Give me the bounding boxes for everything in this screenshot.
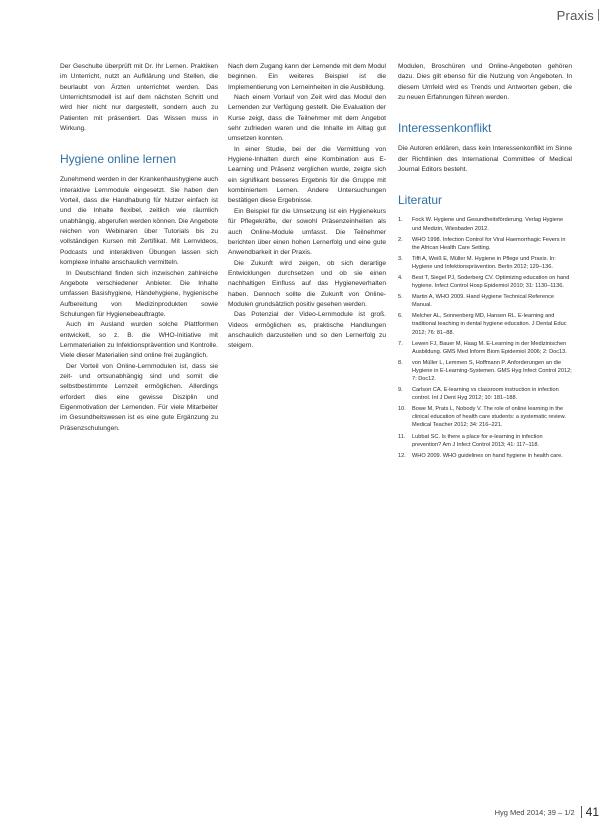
col1-paragraph: Der Vorteil von Online-Lernmodulen ist, dass sie zeit- und ortsunabhängig sind und somit die selbstbestimmte Lernzeit ermöglichen. Allerdings erfordert dies eine gewisse Disziplin und Eigenmotivation der Lernenden. Für viele Mitarbeiter im Gesundheitswesen ist es eine gute Ergänzung zu Präsenzschulungen. [60, 362, 218, 432]
header-divider [598, 9, 599, 21]
col2-paragraph: Die Zukunft wird zeigen, ob sich derartige Entwicklungen durchsetzen und ob sie einen nachhaltigen Einfluss auf das Hygieneverhalten haben. Dennoch sollte die Zukunft von Online-Modulen grundsätzlich positiv gesehen werden. [228, 259, 386, 308]
reference-item: 6. Melcher AL, Sonnenberg MD, Hansen RL. E-learning and traditional teaching in dental hygiene education. J Dental Educ 2012; 76: 81–88. [398, 313, 567, 336]
col2-paragraph: Nach dem Zugang kann der Lernende mit dem Modul beginnen. Ein weiteres Beispiel ist die Implementierung von Lerneinheiten in die Ausbildung. [228, 63, 386, 91]
reference-list [398, 216, 572, 459]
column-3 [398, 62, 572, 791]
reference-item: 11. Lubbat SC. Is there a place for e-learning in infection prevention? Am J Infect Control 2013; 41: 117–118. [398, 433, 543, 448]
col1-paragraph: In Deutschland finden sich inzwischen zahlreiche Angebote verschiedener Anbieter. Die Inhalte umfassen Basishygiene, Händehygiene, hygienische Aufbereitung von Medizinprodukten sowie Schulungen für Hygienebeauftragte. [60, 269, 218, 318]
reference-item: 9. Carlson CA. E-learning vs classroom instruction in infection control. Int J Dent Hyg 2012; 10: 181–188. [398, 387, 559, 402]
reference-item: 1. Fock W. Hygiene und Gesundheitsförderung. Verlag Hygiene und Medizin, Wiesbaden 2012. [398, 217, 564, 232]
footer-divider [581, 806, 582, 818]
col2-paragraph: Ein Beispiel für die Umsetzung ist ein Hygienekurs für Pflegekräfte, der sowohl Präsenzeinheiten als auch Online-Module umfasst. Die Teilnehmer berichten über einen hohen Lernerfolg und eine gute Anwendbarkeit in der Praxis. [228, 207, 386, 257]
reference-item: 7. Lewen FJ, Bauer M, Haag M. E-Learning in der Medizinischen Ausbildung. GMS Med Inform Biom Epidemiol 2006; 2: Doc13. [398, 340, 567, 355]
reference-item: 12. WHO 2009. WHO guidelines on hand hygiene in health care. [398, 452, 563, 459]
col3-intro: Modulen, Broschüren und Online-Angeboten gehören dazu. Dies gilt ebenso für die Nutzung von Angeboten. In diesem Umfeld wird es Trends und Antworten geben, die zu neuen Erfahrungen führen werden. [398, 63, 572, 102]
column-2 [228, 62, 386, 791]
conflict-text: Die Autoren erklären, dass kein Interessenkonflikt im Sinne der Richtlinien des International Committee of Medical Journal Editors besteht. [398, 145, 572, 174]
page-number: 41 [585, 805, 599, 819]
reference-item: 5. Martin A, WHO 2009. Hand Hygiene Technical Reference Manual. [398, 294, 554, 309]
col2-paragraph: In einer Studie, bei der die Vermittlung von Hygiene-Inhalten durch eine Kombination aus E-Learning und Präsenz verglichen wurde, zeigte sich ein signifikant besseres Ergebnis für die Gruppe mit kombiniertem Lernen. Andere Untersuchungen bestätigen diese Ergebnisse. [228, 145, 386, 205]
reference-item: 8. von Müller L, Lemmen S, Hoffmann P. Anforderungen an die Hygiene in E-Learning-Systemen. GMS Hyg Infect Control 2012; 7: Doc12. [398, 359, 572, 382]
page-footer [495, 805, 599, 819]
col2-paragraph: Nach einem Vorlauf von Zeit wird das Modul den Lernenden zur Verfügung gestellt. Die Evaluation der Kurse zeigt, dass die Teilnehmer mit dem Angebot sehr zufrieden waren und die Inhalte im Alltag gut umsetzen konnten. [228, 94, 386, 143]
col1-intro: Der Geschulte überprüft mit Dr. Ihr Lernen. Praktiken im Unterricht, nutzt an Aufklärung und Stellen, die beurlaubt von Ärzten unterrichtet werden. Das Unterrichtsmodell ist auf dem nächsten Schritt und wird hier nicht nur dargestellt, sondern auch zu Patienten mit präsentiert. Das Wissen muss in Wirkung. [60, 63, 218, 133]
col2-paragraph: Das Potenzial der Video-Lernmodule ist groß. Videos ermöglichen es, praktische Handlungen anschaulich darzustellen und so den Lernerfolg zu steigern. [228, 311, 386, 350]
col1-paragraph: Zunehmend werden in der Krankenhaushygiene auch interaktive Lernmodule eingesetzt. Sie haben den Vorteil, dass die Handhabung für Nutzer einfach ist und die Inhalte flexibel, zeitlich wie räumlich unabhängig, abgerufen werden können. Die Angebote reichen von Webinaren über Tutorials bis zu vollständigen Kursen mit Zertifikat. Mit Lernvideos, Podcasts und interaktiven Übungen lassen sich komplexe Inhalte anschaulich vermitteln. [60, 176, 218, 267]
column-1 [60, 62, 218, 791]
reference-item: 10. Bowe M, Prats L, Nobody V. The role of online learning in the clinical education of health care students: a systematic review. Medical Teacher 2012; 34: 216–221. [398, 406, 566, 429]
reference-item: 4. Best T, Siegel PJ, Soderberg CV. Optimizing education on hand hygiene. Infect Control Hosp Epidemiol 2010; 31: 1130–1136. [398, 274, 570, 290]
journal-citation: Hyg Med 2014; 39 – 1/2 [494, 807, 575, 817]
col1-paragraph: Auch im Ausland wurden solche Plattformen entwickelt, so z. B. die WHO-Initiative mit Lernmaterialien zu Infektionsprävention und Kontrolle. Viele dieser Materialien sind online frei zugänglich. [60, 321, 218, 360]
heading-conflict-of-interest: Interessenkonflikt [398, 121, 492, 136]
section-header [557, 8, 599, 23]
section-title: Praxis [556, 8, 594, 23]
reference-item: 2. WHO 1998. Infection Control for Viral Haemorrhagic Fevers in the African Health Care Setting. [398, 236, 566, 251]
heading-literature: Literatur [398, 193, 443, 208]
reference-item: 3. Tiffi A, Weiß E, Müller M. Hygiene in Pflege und Praxis. In: Hygiene und Infektionsprävention. Berlin 2012; 129–136. [398, 255, 556, 270]
heading-online-learning: Hygiene online lernen [60, 152, 177, 167]
